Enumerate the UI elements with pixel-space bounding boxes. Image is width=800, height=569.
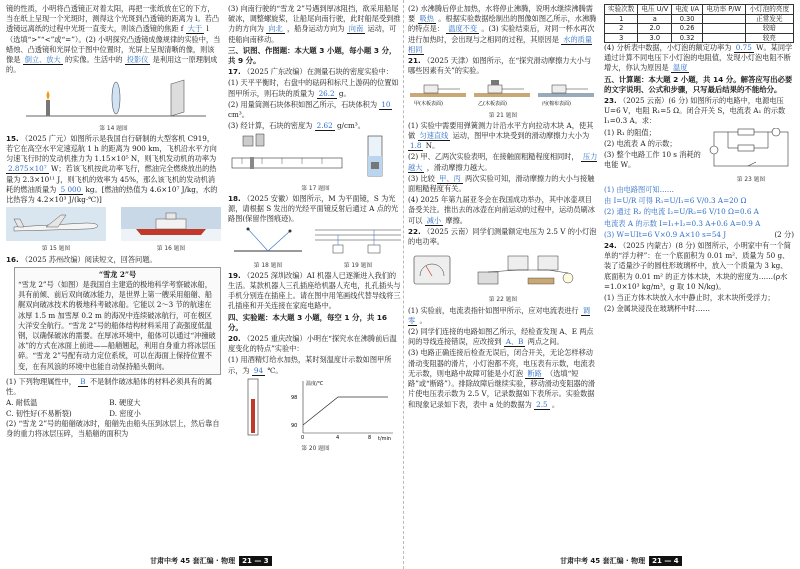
question-text: （2025 广元）如图所示是我国自行研制的大型客机 C919，若它在高空水平定速巡航 1 h 的距离为 900 km，飞机沿水平方向匀速飞行时的发动机推力为 1.15×10⁵ N，则飞机发动机的功率为: [6, 133, 217, 164]
q16-part3: [228, 4, 403, 45]
fig15: [6, 207, 106, 254]
question-23: [604, 96, 794, 127]
answer-blank: B: [80, 376, 86, 386]
question-21: [408, 56, 598, 76]
table-cell: 2.0: [638, 24, 672, 34]
fig21-label-c: 丙(棉布表面): [542, 101, 571, 108]
table-header: 电功率 P/W: [702, 5, 745, 15]
table-cell: [702, 24, 745, 34]
question-text: (3) 比较: [408, 173, 435, 183]
question-text: （选填“短路”或“断路”）。排除故障后继续实验，移动滑动变阻器的滑片使电压表示数为 2.5 V，记录数据如下表所示。实验数据和现象记录如下表，表中 a 处的数据为: [408, 368, 596, 409]
question-number: 16.: [6, 254, 19, 264]
question-22: [408, 227, 598, 247]
circuit-experiment-figure: [408, 248, 598, 292]
intro-text: 是利用这一原理制成的。: [6, 55, 218, 75]
question-text: （2025 云南）(6 分) 如图所示的电路中，电源电压 U=6 V，电阻 R₁=5 Ω。闭合开关 S，电流表 A₁ 的示数 I₁=0.3 A。求：: [604, 96, 786, 126]
question-text: (1) 下列物理属性中，: [6, 376, 76, 386]
q17-part2: [228, 100, 403, 120]
table-cell: [702, 33, 745, 43]
page-divider: [403, 0, 404, 569]
question-number: 21.: [408, 56, 421, 66]
question-text: (3) 向南行驶的“雪龙 2”号遇到厚冰阻挡，欲采用船尾破冰，调整螺旋桨，让船尾向南行驶，此时船尾受到推力的方向为: [228, 4, 401, 34]
section-heading: 四、实验题：本大题 3 小题，每空 1 分，共 16 分。: [228, 312, 388, 332]
question-text: 。: [419, 315, 427, 325]
chart-x-label: t/min: [378, 435, 392, 441]
figure-caption: 第 19 题图: [343, 262, 373, 269]
question-text: (2) 同学们连接的电路如图乙所示，经检查发现 A、E 两点间的导线连接错误，应改接到: [408, 327, 594, 347]
question-text: （2025 重庆改编）小明在“探究水在沸腾前后温度变化的特点”实验中：: [228, 334, 397, 354]
question-24: [604, 241, 794, 292]
question-text: kg。[燃油的热值为 4.6×10⁷ J/kg，水的比热容为 4.2×10³ J/(kg·℃)]: [6, 184, 218, 205]
question-text: （2025 内蒙古）(8 分) 如图所示，小明家中有一个简单的“浮力秤”：在一个底面积为 0.01 m²、质量为 50 g、装了适量沙子的圆柱形玻璃杯中，放入一个质量为 3 kg、底面积为 0.01 m² 的正方体木块，木块的密度为……(ρ水=1.0×10³ kg/m³，g 取 10 N/kg)。: [604, 241, 791, 291]
chart-y-top: 98: [291, 394, 298, 401]
answer-blank: 水的质量相同: [408, 34, 593, 54]
question-text: (1) 实验前，电流表指针如图甲所示，应对电流表进行: [408, 305, 579, 315]
footer-right: [560, 555, 682, 567]
question-number: 18.: [228, 193, 241, 203]
table-cell: 正常发光: [745, 14, 793, 24]
column-2: [228, 4, 403, 553]
question-text: 。: [551, 399, 560, 409]
answer-blank: 2.5: [536, 399, 548, 409]
question-text: N。: [425, 141, 440, 151]
question-text: (1) 天平平衡时，右盘中的砝码和标尺上游码的位置如图甲所示，则石块的质量为: [228, 78, 399, 98]
q20-part2: [408, 4, 598, 55]
chart-x-tick: 4: [336, 434, 340, 441]
solution-line: [604, 230, 794, 240]
table-row: [605, 33, 794, 43]
answer-blank: A、B: [505, 337, 524, 347]
question-20: [228, 334, 403, 354]
table-cell: 0.32: [672, 33, 703, 43]
table-header: 小灯泡的亮度: [745, 5, 793, 15]
answer-blank: 投影仪: [126, 55, 149, 65]
question-number: 15.: [6, 133, 19, 143]
subquestion: (1) 当正方体木块放入水中静止时，求木块所受浮力；: [604, 293, 775, 303]
question-text: 不是制作破冰船体的材料必须具有的属性。: [6, 376, 213, 397]
table-cell: [702, 14, 745, 24]
table-cell: a: [638, 14, 672, 24]
fig15-16-row: [6, 207, 221, 254]
question-text: 运动，图甲中木块受到的滑动摩擦力大小为: [452, 131, 590, 141]
answer-blank: 断路: [527, 368, 542, 378]
q16-part2: (2) “雪龙 2”号的船艏破冰时，船艏先由船头压到冰层上，然后靠自身的重力将冰层压碎，当船艏的面积为: [6, 418, 220, 438]
question-text: (2) 甲、乙两次实验表明，在接触面粗糙程度相同时，: [408, 152, 579, 162]
question-text: W；若该飞机按此功率飞行，燃油完全燃烧放出的热量为 2.3×10¹¹ J，则飞机的效率为 45%，那么该飞机的发动机消耗的燃油质量为: [6, 164, 217, 194]
q20-part1: [228, 355, 403, 375]
figure-caption: 第 17 题图: [301, 185, 330, 192]
solution-line: 电流表 A 的示数 I=I₁+I₂=0.3 A+0.6 A=0.9 A: [604, 218, 761, 228]
question-text: 两次实验可知，滑动摩擦力的大小与接触面粗糙程度有关。: [408, 173, 595, 194]
subquestion: (3) 整个电路工作 10 s 消耗的电能 W。: [604, 150, 701, 170]
airplane-figure: [6, 207, 106, 241]
fig21-label-a: 甲(木板表面): [414, 101, 443, 108]
question-text: (1) 用酒精灯给水加热，某时刻温度计示数如图甲所示，为: [228, 355, 392, 375]
question-19: [228, 271, 403, 312]
section-heading: 五、计算题：本大题 2 小题，共 14 分。解答应写出必要的文字说明、公式和步骤，只写最后结果的不能给分。: [604, 74, 793, 94]
subquestion: (2) 金属块浸没在玻璃杯中时……: [604, 304, 710, 314]
answer-blank: 吸热: [419, 14, 434, 24]
subquestion: (1) R₁ 的阻值；: [604, 127, 656, 137]
solution-line: (1) 由电路图可知……: [604, 185, 674, 195]
question-text: ，滑动摩擦力越大。: [426, 162, 492, 172]
passage-title: “雪龙 2”号: [98, 269, 137, 279]
q23-body: [604, 128, 794, 185]
question-text: (4) 分析表中数据，小灯泡的额定功率为: [604, 43, 732, 52]
question-text: 两点之间。: [527, 337, 564, 347]
intro-text: 镜的性质，小明将凸透镜正对着太阳，再把一张纸放在它的下方，当在纸上呈现一个光斑时，测得这个光斑到凸透镜的距离为 l。若凸透镜远离纸的过程中光斑一直变大，则该凸透镜的焦距 f: [6, 4, 220, 34]
q22-part3: [408, 348, 598, 409]
answer-blank: 大于: [187, 24, 203, 34]
footer-left: [150, 555, 272, 567]
footer-title: 甘肃中考 45 套汇编 · 物理: [560, 556, 646, 565]
answer-blank: 10: [381, 99, 391, 109]
question-text: 。(3) 实验结束后，对同一杯水再次进行加热时，会出现与之相同的过程，其原因是: [408, 24, 595, 44]
fig18-19-row: [228, 225, 403, 270]
table-header: 电压 U/V: [638, 5, 672, 15]
option-c: C. 韧性好(不易断裂): [6, 408, 72, 418]
question-text: （2025 云南）同学们测量额定电压为 2.5 V 的小灯泡的电功率。: [408, 226, 597, 247]
table-cell: 2: [605, 24, 638, 34]
q21-part2: [408, 152, 598, 172]
option-a: A. 耐低温: [6, 398, 38, 408]
question-text: W。某同学通过计算不同电压下小灯泡的电阻值，发现小灯泡电阻不断增大，你认为原因是: [604, 43, 793, 73]
reading-passage: [14, 267, 221, 375]
table-row: [605, 24, 794, 34]
answer-blank: 1.8: [410, 141, 422, 151]
solution-text: (3) W=UIt=6 V×0.9 A×10 s=54 J: [604, 229, 727, 239]
figure-caption: 第 21 题图: [488, 112, 518, 119]
answer-blank: 5 000: [60, 184, 82, 194]
question-text: (4) 2025 年第九届亚冬会在我国成功举办，其中冰壶项目备受关注。推出去的冰壶在向前运动的过程中，运动员刷冰可以: [408, 195, 595, 225]
option-b: B. 硬度大: [109, 398, 141, 408]
thermometer-and-temp-chart: [228, 377, 403, 441]
table-cell: 3: [605, 33, 638, 43]
parallel-circuit-figure: [708, 128, 794, 172]
subquestion: (2) 电流表 A 的示数；: [604, 138, 677, 148]
answer-blank: 向南: [348, 24, 364, 34]
points-label: (2 分): [774, 229, 794, 239]
question-text: g。: [338, 88, 351, 98]
question-text: g/cm³。: [336, 121, 365, 131]
q22-part2: [408, 327, 598, 347]
question-number: 23.: [604, 96, 617, 106]
fig23: [708, 128, 794, 185]
q23-subquestions: [604, 128, 708, 185]
answer-blank: 2.875×10⁷: [8, 164, 47, 174]
question-text: ，船身运动方向为: [286, 24, 345, 34]
q21-part3: [408, 174, 598, 194]
chart-y-label: 温度/℃: [306, 380, 324, 387]
figure-caption: 第 16 题图: [156, 246, 186, 253]
footer-title: 甘肃中考 45 套汇编 · 物理: [150, 556, 236, 565]
table-cell: 0.26: [672, 24, 703, 34]
solution-line: 由 I=U/R 可得 R₁=U/I₁=6 V/0.3 A=20 Ω: [604, 196, 747, 206]
page-number: 21 — 3: [239, 556, 272, 566]
figure-caption: 第 18 题图: [253, 262, 283, 269]
intro-text: 的实像。生活中的: [64, 55, 123, 65]
question-16: [6, 255, 221, 265]
question-text: (1) 实验中需要用弹簧测力计沿水平方向拉动木块 A，使其做: [408, 120, 594, 141]
question-text: ℃。: [267, 365, 283, 375]
fig21-label-b: 乙(木板表面): [478, 101, 507, 108]
question-number: 22.: [408, 226, 421, 236]
question-text: (3) 电路正确连接后检查无误后，闭合开关，无论怎样移动滑动变阻器的滑片，小灯泡都不亮，电压表有示数，电流表无示数，则电路中故障可能是小灯泡: [408, 348, 595, 378]
table-header: 实验次数: [605, 5, 638, 15]
chart-y-bottom: 90: [291, 422, 298, 429]
answer-blank: 94: [253, 365, 264, 375]
question-text: (2) 水沸腾后停止加热，水将停止沸腾，说明水继续沸腾需要: [408, 4, 593, 24]
answer-blank: 调零: [408, 305, 591, 325]
table-cell: 3.0: [638, 33, 672, 43]
table-cell: 1: [605, 14, 638, 24]
figure-caption: 第 23 题图: [736, 176, 766, 183]
question-text: (3) 经计算，石块的密度为: [228, 121, 313, 131]
data-table: [604, 4, 794, 43]
answer-blank: 温度不变: [448, 24, 478, 34]
q16-part1: [6, 377, 221, 397]
table-header: 电流 I/A: [672, 5, 703, 15]
answer-blank: 甲、丙: [439, 173, 461, 183]
q21-part4: [408, 195, 598, 226]
question-number: 24.: [604, 241, 617, 251]
answer-blank: 倒立、放大: [24, 55, 61, 65]
table-header-row: [605, 5, 794, 15]
balance-and-cylinder-figure: [228, 132, 403, 180]
answer-blank: 0.75: [735, 43, 752, 52]
question-text: 运动，可使船向南移动。: [228, 24, 397, 44]
answer-blank: 向北: [268, 24, 283, 34]
question-text: cm³。: [228, 110, 249, 120]
table-cell: 较暗: [745, 24, 793, 34]
question-text: （2025 苏州改编）阅读短文，回答问题。: [21, 254, 157, 264]
answer-blank: 26.2: [318, 88, 335, 98]
q22-part4: [604, 43, 794, 74]
page-number: 21 — 4: [649, 556, 682, 566]
table-cell: 0.30: [672, 14, 703, 24]
lens-figure: [6, 76, 221, 120]
answer-blank: 温度: [673, 63, 688, 73]
fig19: [313, 225, 403, 270]
table-cell: 较亮: [745, 33, 793, 43]
question-text: 摩擦。: [445, 215, 467, 225]
option-d: D. 密度小: [109, 408, 141, 418]
fig16: [121, 207, 221, 254]
column-3: [408, 4, 598, 553]
intro-paragraph: [6, 4, 221, 75]
question-number: 20.: [228, 334, 241, 344]
question-text: （2025 安徽）如图所示，M 为平面镜，S 为光源，请根据 S 发出的光经平面镜反射后通过 A 点的光路图(保留作图痕迹)。: [228, 193, 399, 224]
q17-part1: [228, 78, 403, 98]
q17-part3: [228, 121, 403, 131]
friction-experiment-figure: [408, 77, 598, 107]
q23-solution: [604, 185, 794, 240]
mirror-figure: [228, 225, 308, 257]
question-17: [228, 67, 403, 77]
question-number: 19.: [228, 270, 241, 280]
answer-blank: 2.62: [316, 121, 333, 131]
icebreaker-figure: [121, 207, 221, 241]
question-number: 17.: [228, 67, 241, 77]
question-text: （2025 广东改编）在测量石块的密度实验中：: [243, 67, 393, 77]
passage-body: “雪龙 2”号（如图）是我国自主建造的极地科学考察破冰船，具有前倾、前后双向破冰能力，是世界上第一艘采用船艏、船艉双向破冰技术的极地科考破冰船。它能以 2～3 节的航速在冰厚 1.5 m 加雪厚 0.2 m 的海况中连续破冰航行，可在极区大洋安全航行。“雪龙 2”号的船体结构材料采用了高强度低温钢，以确保破冰的需要。在厚冰环境中，船体可以通过“冲撞破冰”的方式在冰面上前进——船艏翘起，利用自身重力将冰层压碎。“雪龙 2”号配有动力定位系统，可以在海面上保持位置不变，在有风浪的环境中也能自动保持船头朝向。: [18, 280, 216, 371]
figure-caption: 第 20 题图: [301, 446, 330, 453]
question-text: (2) 用量筒测石块体积如图乙所示，石块体积为: [228, 99, 378, 109]
question-text: 。根据实验数据绘制出的图像如图乙所示，水沸腾的特点是：: [408, 14, 597, 34]
q21-part1: [408, 121, 598, 152]
column-1: [6, 4, 221, 553]
figure-caption: 第 22 题图: [488, 297, 518, 304]
chart-x-tick: 0: [301, 434, 305, 441]
figure-caption: 第 14 题图: [99, 125, 128, 132]
chart-x-tick: 8: [368, 434, 372, 441]
question-18: [228, 194, 403, 225]
circuit-wiring-figure: [313, 225, 403, 257]
table-row: [605, 14, 794, 24]
answer-blank: 匀速直线: [419, 131, 449, 141]
solution-line: (2) 通过 R₂ 的电流 I₂=U/R₂=6 V/10 Ω=0.6 A: [604, 207, 759, 217]
q16-options: [6, 398, 221, 418]
answer-blank: 压力越大: [408, 152, 598, 172]
question-text: （2025 天津）如图所示，在“探究滑动摩擦力大小与哪些因素有关”的实验。: [408, 56, 592, 76]
section-heading: 三、识图、作图题：本大题 3 小题，每小题 3 分，共 9 分。: [228, 45, 397, 66]
question-15: [6, 134, 221, 205]
fig18: [228, 225, 308, 270]
q22-part1: [408, 306, 598, 326]
answer-blank: 减小: [426, 215, 442, 225]
question-text: （2025 深圳改编）AI 机器人已逐渐进入我们的生活。某款机器人三孔插座给机器人充电，扎孔插头与手机分别连在插座上。请在图中用笔画线代替导线将三孔插座和开关连接在家庭电路中。: [228, 270, 401, 311]
intro-text: l（选填“>”“<”或“=”）。(2) 小明探究凸透镜成像规律的实验中，当蜡烛、凸透镜和光屏位于图中位置时，光屏上呈现清晰的像，则该像是: [6, 24, 221, 65]
column-4: [604, 4, 794, 553]
figure-caption: 第 15 题图: [41, 246, 71, 253]
